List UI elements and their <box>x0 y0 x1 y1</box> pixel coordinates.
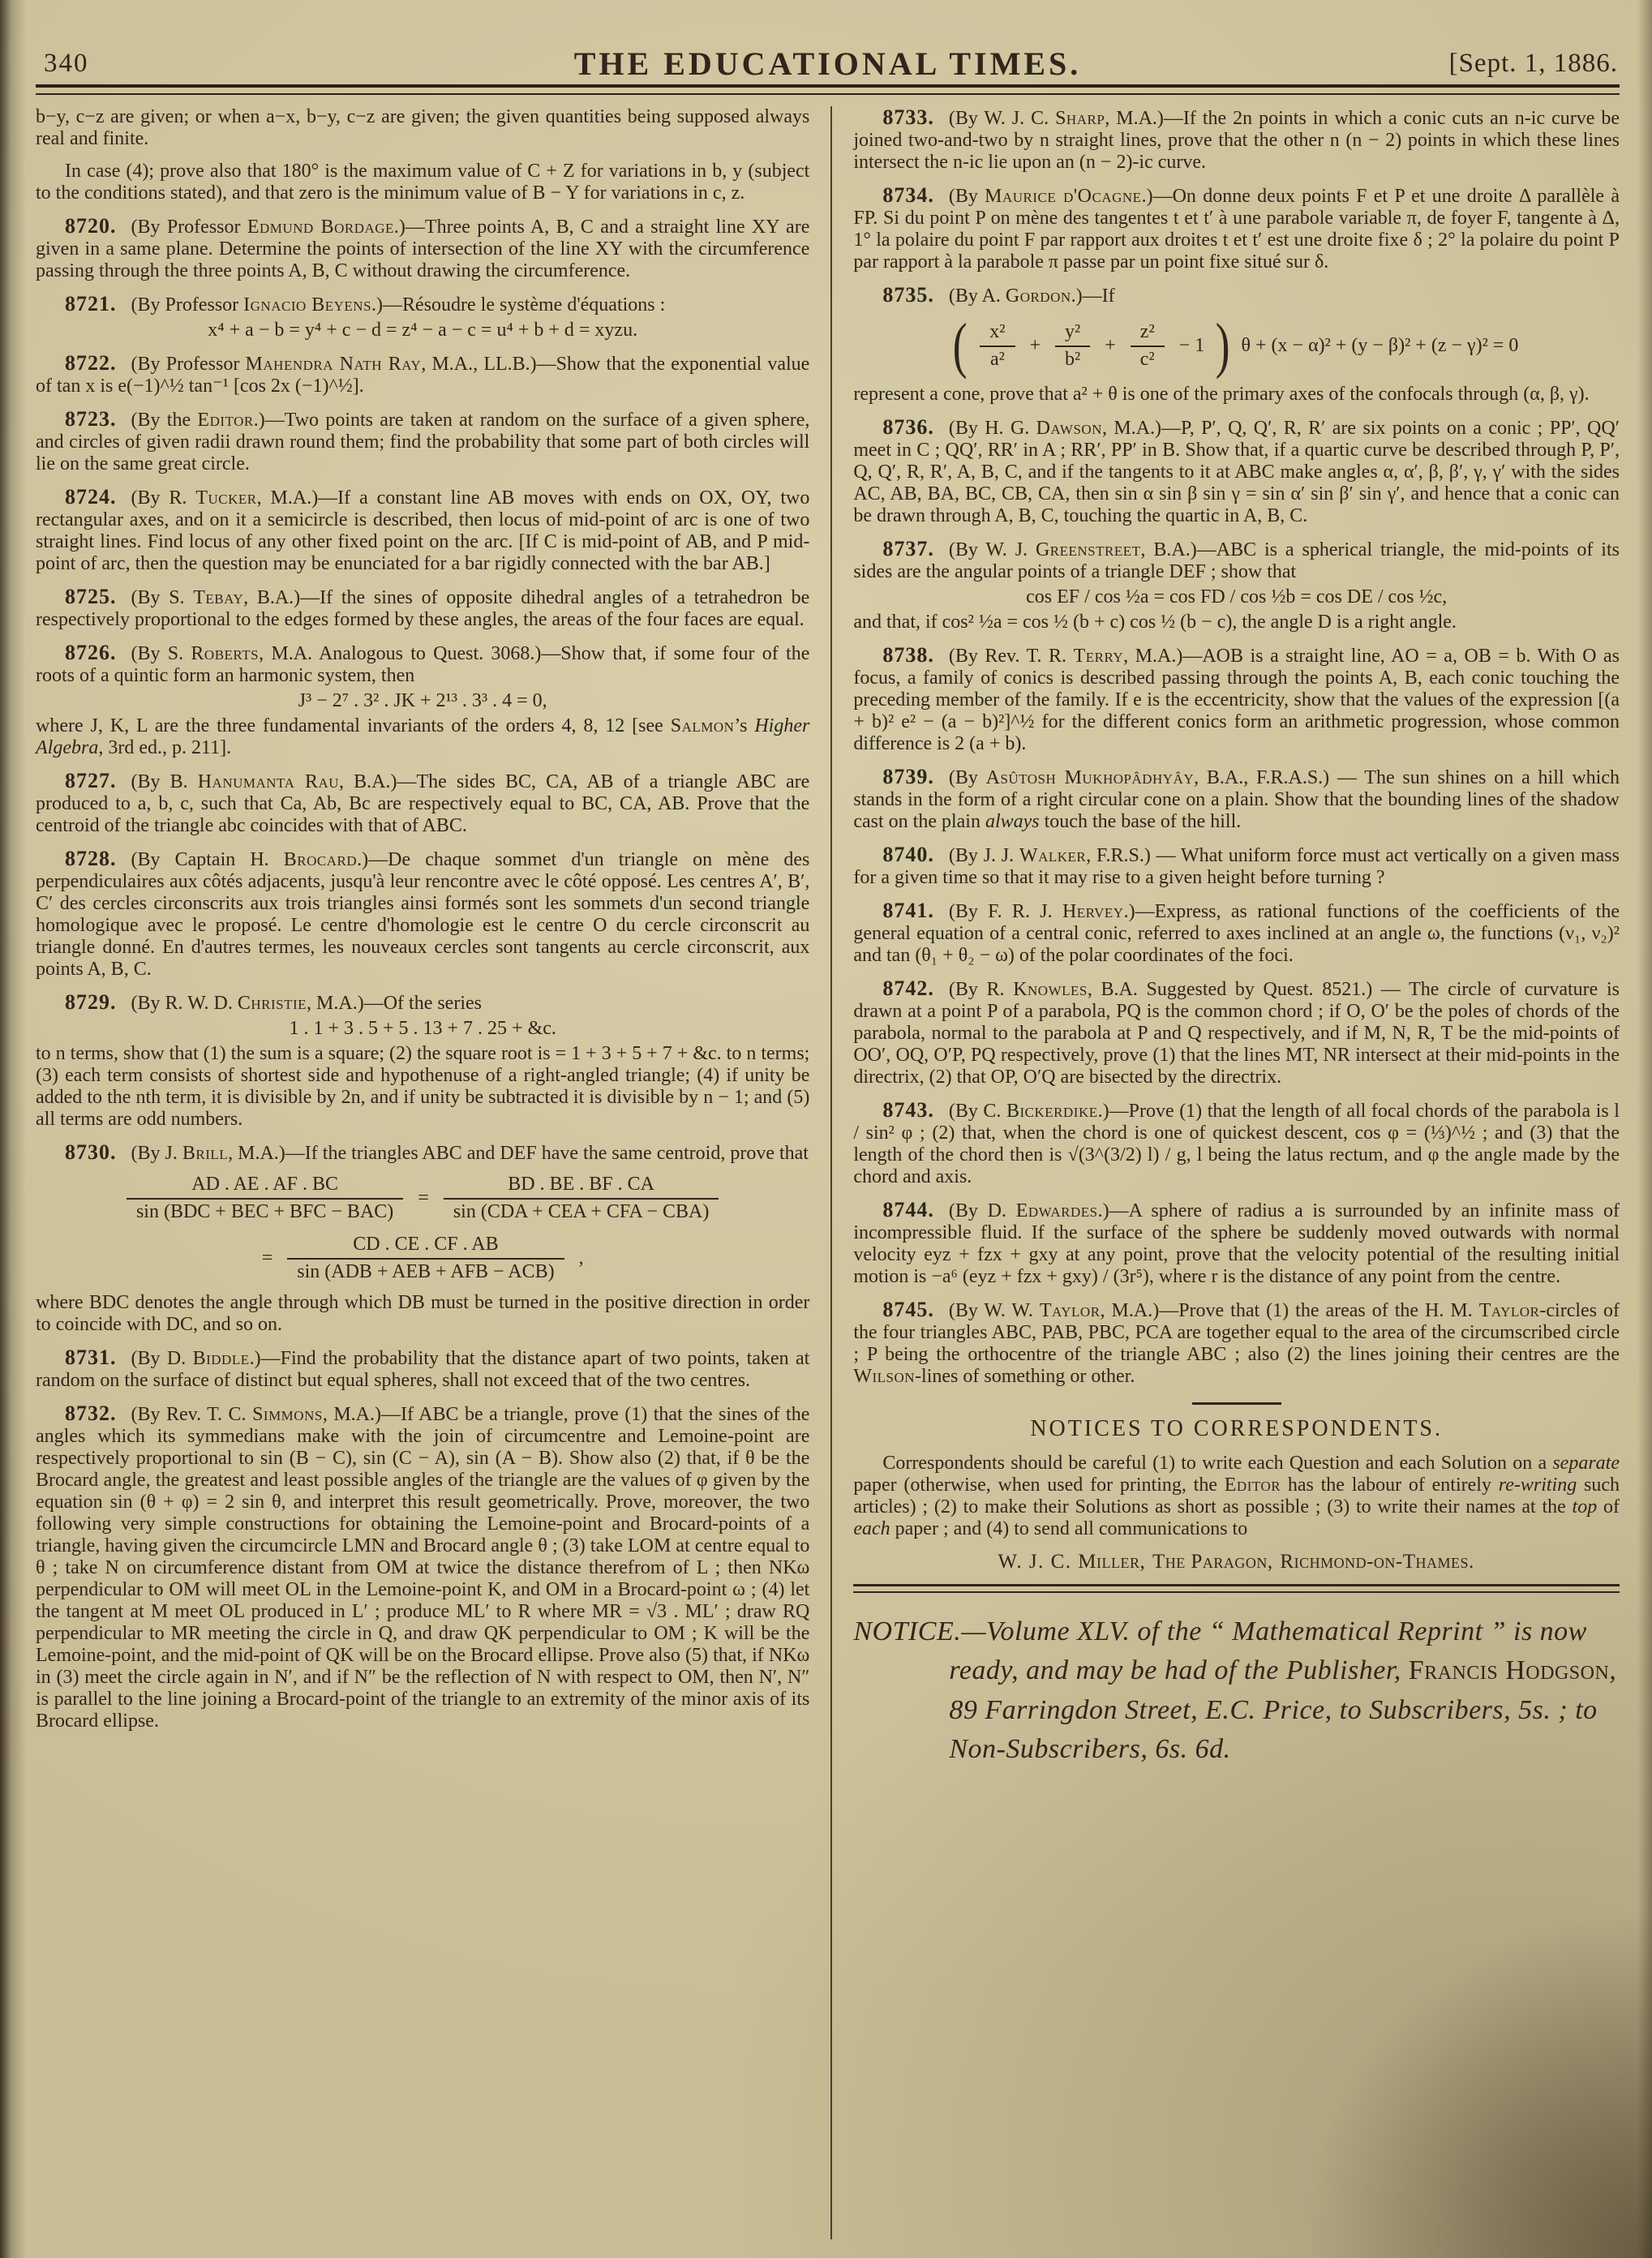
problem-number: 8724. <box>65 485 117 509</box>
problem-text: , <box>1139 1551 1152 1573</box>
problem-text: , F.R.S.) — What uniform force must act vertically on a given mass for a given time so that it may rise to a given height before turning ? <box>853 845 1620 888</box>
problem-text: , M.A.)—P, P′, Q, Q′, R, R′ are six points on a conic ; PP′, QQ′ meet in C ; QQ′, RR′ in A ; RR′, PP′ in B. Show that, if a quartic curve be described through P, P′, Q, Q′, R, R′, A, B, C, and if the tangents to it at ABC make angles α, α′, β, β′, γ, γ′ with the sides AC, AB, BA, BC, CB, CA, then sin α sin β sin γ = sin α′ sin β′ sin γ′, and hence that a conic can be drawn through A, B, C, touching the quartic in A, B, C. <box>853 418 1620 526</box>
inline-formula: 1 . 1 + 3 . 5 + 5 . 13 + 7 . 25 + &c. <box>289 1018 556 1039</box>
problem-text: , M.A.)—Prove that (1) the areas of the H. M. <box>1100 1300 1479 1321</box>
problem-text: to n terms, show that (1) the sum is a square; (2) the square root is = 1 + 3 + 5 + 7 + &c. to n terms; (3) each term consists of shortest side and hypothenuse of a right-angled triangle; (4) if unity be added to the nth term, it is divisible by 2n, and if unity be subtracted it is divisible by n − 1; and (5) all terms are odd numbers. <box>36 1043 810 1130</box>
problem-number: 8725. <box>65 585 117 608</box>
problem-text: , B.A.)—The sides BC, CA, AB of a triangle ABC are produced to a, b, c, such that Ca, Ab, Bc are respectively equal to BC, CA, AB. Prove that the centroid of the triangle abc coincides with that of ABC. <box>36 771 810 836</box>
problem-text: Higher Algebra <box>36 715 810 758</box>
problem-text: , <box>1267 1551 1281 1573</box>
operator: , <box>578 1247 584 1269</box>
problem-8741 <box>853 899 1620 967</box>
problem-text: of <box>1597 1496 1620 1517</box>
problem-text: ’s <box>734 715 755 736</box>
problem-number: 8739. <box>882 765 934 788</box>
problem-8744 <box>853 1199 1620 1288</box>
section-heading: NOTICES TO CORRESPONDENTS. <box>1030 1416 1444 1441</box>
denominator: a² <box>980 346 1015 371</box>
problem-text: Tucker <box>195 487 257 509</box>
numerator: y² <box>1065 320 1081 342</box>
problem-text: Biddle <box>192 1348 250 1369</box>
problem-text: Editor <box>1224 1475 1281 1496</box>
problem-number: 8735. <box>882 283 934 307</box>
problem-text: (By H. G. <box>948 418 1036 439</box>
fraction <box>980 321 1015 371</box>
journal-title: THE EDUCATIONAL TIMES. <box>573 45 1082 82</box>
fraction <box>1055 321 1090 371</box>
problem-number: 8737. <box>882 537 934 560</box>
operator: ) <box>1216 311 1230 380</box>
problem-8734 <box>853 184 1620 273</box>
problem-text: (By Rev. T. R. <box>948 646 1074 667</box>
problem-text: Tebay <box>193 587 244 608</box>
problem-text: . <box>1469 1551 1475 1573</box>
problem-text: The Paragon <box>1152 1551 1268 1573</box>
problem-number: 8745. <box>882 1298 934 1321</box>
problem-text: (By W. J. C. <box>948 108 1056 129</box>
problem-text: (By J. <box>131 1143 182 1164</box>
problem-number: 8736. <box>882 415 934 439</box>
problem-text: (By <box>948 767 986 788</box>
problem-number: 8729. <box>65 990 117 1014</box>
problem-text: (By B. <box>131 771 198 792</box>
denominator: sin (CDA + CEA + CFA − CBA) <box>444 1198 719 1223</box>
problem-text: , M.A.)—If a constant line AB moves with ends on OX, OY, two rectangular axes, and on it a semicircle is described, then locus of mid-point of arc is one of two straight lines. Find locus of any other fixed point on the arc. [If C is mid-point of AB, and P mid-point of arc, then the question may be enunciated for a bar rigidly connected with the bar AB.] <box>36 487 810 574</box>
problem-text: , M.A.)—AOB is a straight line, AO = a, OB = b. With O as focus, a family of conics is described passing through the points A, B, each conic touching the preceding member of the family. If e is the eccentricity, show that the values of the expression [(a + b)² e² − (a − b)²]^½ for the different conics form an arithmetic progression, whose common difference is 2 (a + b). <box>853 646 1620 754</box>
problem-text: , M.A.)—If the triangles ABC and DEF have the same centroid, prove that <box>228 1143 809 1164</box>
problem-text: (By S. <box>131 587 194 608</box>
problem-8722 <box>36 352 809 397</box>
problem-text: , 3rd ed., p. 211]. <box>98 737 232 758</box>
problem-8735 <box>853 284 1620 406</box>
problem-text: represent a cone, prove that a² + θ is one of the primary axes of the confocals through (α, β, γ). <box>853 384 1590 405</box>
denominator: sin (BDC + BEC + BFC − BAC) <box>127 1198 403 1223</box>
issue-date: [Sept. 1, 1886. <box>1448 49 1618 78</box>
fraction-formula <box>853 311 1620 380</box>
inline-formula: cos EF / cos ½a = cos FD / cos ½b = cos DE / cos ½c, <box>1026 586 1448 607</box>
problem-number: 8744. <box>882 1198 934 1221</box>
problem-text: Correspondents should be careful (1) to write each Question and each Solution on a <box>882 1453 1553 1474</box>
problem-text: (By the <box>131 410 198 431</box>
problem-text: Dawson <box>1036 418 1102 439</box>
problem-text: (By D. <box>131 1348 193 1369</box>
problem-8723 <box>36 408 809 475</box>
operator: = <box>418 1187 429 1208</box>
problem-8720 <box>36 215 809 282</box>
double-rule <box>853 1584 1620 1593</box>
problem-8737 <box>853 538 1620 633</box>
problem-text: Brill <box>182 1143 229 1164</box>
numerator: AD . AE . AF . BC <box>191 1174 338 1195</box>
problem-text: Taylor <box>1039 1300 1101 1321</box>
problem-text: (By Captain H. <box>131 849 284 870</box>
inline-formula: x⁴ + a − b = y⁴ + c − d = z⁴ − a − c = u⁴ + b + d = xyzu. <box>208 320 638 341</box>
problem-8727 <box>36 770 809 837</box>
problem-8729 <box>36 991 809 1131</box>
problem-text: Simmons <box>252 1404 323 1425</box>
problem-8724 <box>36 486 809 575</box>
problem-text: In case (4); prove also that 180° is the maximum value of C + Z for variations in b, y (subject to the conditions stated), and that zero is the minimum value of B − Y for variations in c, z. <box>36 161 810 204</box>
problem-text: , B.A.)—ABC is a spherical triangle, the mid-points of its sides are the angular points of a triangle DEF ; show that <box>853 539 1620 582</box>
problem-text: Edmund Bordage <box>247 217 394 238</box>
problem-text: .)—On donne deux points F et P et une droite Δ parallèle à FP. Si du point P on mène des tangentes t et t′ à une parabole variable π, de foyer F, tangente à Δ, 1° la polaire du point F par rapport aux droites t et t′ est une droite fixe δ ; 2° la polaire du point P par rapport à la parabole π passe par un point fixe situé sur δ. <box>853 186 1620 273</box>
left-column <box>36 106 832 2239</box>
problem-text: paper (otherwise, when used for printing, the <box>853 1475 1225 1496</box>
right-column <box>832 106 1620 2239</box>
problem-text: Brocard <box>283 849 358 870</box>
operator: ( <box>952 311 968 380</box>
denominator: b² <box>1055 346 1090 371</box>
problem-8731 <box>36 1346 809 1392</box>
operator: θ + (x − α)² + (y − β)² + (z − γ)² = 0 <box>1241 334 1519 356</box>
problem-text: Hanumanta Rau <box>197 771 340 792</box>
problem-number: 8734. <box>882 183 934 207</box>
problem-8736 <box>853 416 1620 527</box>
problem-number: 8728. <box>65 847 117 870</box>
problem-text: (By D. <box>948 1200 1016 1221</box>
fraction <box>444 1174 719 1223</box>
problem-8721 <box>36 293 809 341</box>
problem-text: Miller <box>1078 1551 1140 1573</box>
problem-text: Maurice d'Ocagne <box>985 186 1142 207</box>
problem-text: Francis Hodgson <box>1408 1655 1610 1686</box>
problem-text: re-writing <box>1498 1475 1577 1496</box>
problem-number: 8733. <box>882 105 934 129</box>
problem-number: 8732. <box>65 1402 117 1425</box>
problem-text: always <box>985 811 1040 832</box>
operator: − 1 <box>1178 334 1205 356</box>
problem-text: , B.A. Suggested by Quest. 8521.) — The circle of curvature is drawn at a point P of a parabola, PQ is the common chord ; if O, O′ be the poles of chords of the parabola, normal to the parabola at P and Q respectively, and if M, N, R, T be the mid-points of OO′, OQ, O′P, PQ respectively, prove (1) that the lines MT, NR intersect at their mid-points in the directrix, (2) that OP, O′Q are bisected by the directrix. <box>853 979 1620 1088</box>
problem-text: Knowles <box>1013 979 1088 1000</box>
problem-text: (By Rev. T. C. <box>131 1404 253 1425</box>
problem-text: (By R. <box>131 487 196 509</box>
problem-number: 8721. <box>65 292 117 316</box>
problem-8742 <box>853 977 1620 1088</box>
problem-text: -circles of the four triangles ABC, PAB, PBC, PCA are together equal to the area of the circumscribed circle ; P being the orthocentre of the triangle ABC ; also (2) the lines joining their centres are the <box>853 1300 1620 1365</box>
numerator: z² <box>1139 320 1155 342</box>
problem-text: has the labour of entirely <box>1281 1475 1499 1496</box>
fraction <box>127 1174 403 1223</box>
problem-number: 8722. <box>65 351 117 375</box>
problem-text: , B.A., F.R.A.S.) — The sun shines on a hill which stands in the form of a right circular cone on a plain. Show that the bounding lines of the shadow cast on the plain <box>853 767 1620 832</box>
problem-text: (By W. W. <box>948 1300 1040 1321</box>
problem-text: paper ; and (4) to send all communications to <box>890 1518 1248 1539</box>
problem-8730 <box>36 1141 809 1336</box>
problem-text: Sharp <box>1055 108 1105 129</box>
numerator: x² <box>989 320 1006 342</box>
problem-text: Edwardes <box>1015 1200 1098 1221</box>
problem-text: , B.A.)—If the sines of opposite dihedral angles of a tetrahedron be respectively proportional to the edges formed by these angles, the areas of the four faces are equal. <box>36 587 810 630</box>
problem-text: Editor <box>197 410 254 431</box>
problem-8732 <box>36 1402 809 1732</box>
problem-number: 8723. <box>65 407 117 431</box>
problem-text: Gordon <box>1005 285 1071 307</box>
problem-text: .)—De chaque sommet d'un triangle on mène des perpendiculaires aux côtés adjacents, jusqu'à leur rencontre avec le côté opposé. Les centres A′, B′, C′ des cercles circonscrits aux trois triangles ainsi formés sont les sommets d'un second triangle homologique avec le proposé. Le centre d'homologie est le centre O du cercle circonscrit au triangle donné. En d'autres termes, les nouveaux cercles sont tangents au cercle circonscrit, aux points A, B, C. <box>36 849 810 980</box>
operator: + <box>1029 334 1041 356</box>
header-double-rule <box>36 84 1620 95</box>
problem-text: .)—Three points A, B, C and a straight line XY are given in a same plane. Determine the points of intersection of the line XY with the circumference passing through the three points A, B, C without drawing the circumference. <box>36 217 810 281</box>
problem-text: Walker <box>1019 845 1087 866</box>
problem-text: Bickerdike <box>1006 1101 1098 1122</box>
separator-rule <box>1192 1402 1281 1405</box>
problem-text: b−y, c−z are given; or when a−x, b−y, c−z are given; the given quantities being supposed always real and finite. <box>36 106 810 149</box>
operator: + <box>1105 334 1116 356</box>
problem-text: .)—Find the probability that the distance apart of two points, taken at random on the surface of distinct but equal spheres, shall not exceed that of the two centres. <box>36 1348 810 1391</box>
problem-text: (By Professor <box>131 217 247 238</box>
fraction <box>287 1234 564 1283</box>
problem-8726 <box>36 642 809 759</box>
problem-text: , M.A.)—Of the series <box>307 993 482 1014</box>
problem-text: Christie <box>237 993 307 1014</box>
problem-text: .)—Express, as rational functions of the coefficients of the general equation of a central conic, referred to axes inclined at an angle ω, the functions (ν₁, ν₂)² and tan (θ₁ + θ₂ − ω) of the polar coordinates of the foci. <box>853 901 1620 966</box>
problem-8739 <box>853 766 1620 833</box>
problem-text: , 89 Farringdon Street, E.C. Price, to Subscribers, 5s. ; to Non-Subscribers, 6s. 6d. <box>949 1655 1617 1764</box>
problem-text: .)—Prove (1) that the length of all focal chords of the parabola is l / sin² φ ; (2) that, when the chord is one of quickest descent, cos φ = (⅓)^½ ; and (3) that the length of the chord then is √(3^(3/2) l) / g, l being the latus rectum, and φ the angle made by the chord and axis. <box>853 1101 1620 1187</box>
problem-text: (By Professor <box>131 294 244 316</box>
problem-number: 8742. <box>882 977 934 1000</box>
problem-text: such articles) ; (2) to make their Solutions as short as possible ; (3) to write their names at the <box>853 1475 1620 1517</box>
problem-text: separate <box>1552 1453 1620 1474</box>
problem-text: .)—Résoudre le système d'équations : <box>371 294 666 316</box>
problem-8728 <box>36 848 809 981</box>
footer-notice <box>853 1612 1620 1769</box>
problem-text: , M.A. Analogous to Quest. 3068.)—Show that, if some four of the roots of a quintic form an harmonic system, then <box>36 643 810 686</box>
problem-8745 <box>853 1299 1620 1388</box>
numerator: CD . CE . CF . AB <box>353 1234 499 1255</box>
problem-text: -lines of something or other. <box>915 1366 1135 1387</box>
problem-number: 8720. <box>65 214 117 238</box>
problem-text: touch the base of the hill. <box>1039 811 1242 832</box>
problem-number: 8727. <box>65 769 117 792</box>
problem-text: , M.A.)—If the 2n points in which a conic cuts an n-ic curve be joined two-and-two by n straight lines, prove that the other n (n − 2) points in which these lines intersect the n-ic lie upon an (n − 2)-ic curve. <box>853 108 1620 173</box>
address <box>853 1551 1620 1573</box>
problem-text: (By Professor <box>131 354 246 375</box>
problem-text: (By F. R. J. <box>948 901 1062 922</box>
problem-text: (By C. <box>948 1101 1007 1122</box>
problem-8743 <box>853 1099 1620 1188</box>
problem-text: Hervey <box>1062 901 1124 922</box>
problem-number: 8741. <box>882 899 934 922</box>
problem-text: each <box>853 1518 890 1539</box>
fraction-formula <box>36 1232 809 1285</box>
problem-8725 <box>36 586 809 631</box>
two-column-body <box>36 106 1620 2239</box>
problem-text: Asûtosh Mukhopâdhyây <box>985 767 1195 788</box>
problem-text: .)—If <box>1071 285 1115 307</box>
problem-8740 <box>853 844 1620 889</box>
problem-text: Wilson <box>853 1366 916 1387</box>
problem-number: 8731. <box>65 1346 117 1369</box>
problem-text: top <box>1572 1496 1598 1517</box>
problem-number: 8726. <box>65 641 117 664</box>
problem-text: (By A. <box>948 285 1006 307</box>
denominator: sin (ADB + AEB + AFB − ACB) <box>287 1258 564 1283</box>
problem-8738 <box>853 644 1620 755</box>
problem-text: (By R. W. D. <box>131 993 238 1014</box>
problem-8733 <box>853 106 1620 174</box>
numerator: BD . BE . BF . CA <box>508 1174 654 1195</box>
problem-text: Mahendra Nath Ray <box>245 354 422 375</box>
problem-text: where BDC denotes the angle through which DB must be turned in the positive direction in order to coincide with DC, and so on. <box>36 1292 810 1335</box>
fraction <box>1131 321 1165 371</box>
problem-text: (By W. J. <box>948 539 1036 560</box>
problem-text: Salmon <box>670 715 735 736</box>
no-indent <box>36 106 809 150</box>
problem-text: .)—A sphere of radius a is surrounded by an infinite mass of incompressible fluid. If the surface of the sphere be suddenly moved outwards with normal velocity eyz + fzx + gxy at any point, prove that the velocity potential of the resulting initial motion is −a⁶ (eyz + fzx + gxy) / (3r⁵), where r is the distance of any point from the centre. <box>853 1200 1620 1287</box>
problem-text: (By <box>948 186 985 207</box>
problem-text: where J, K, L are the three fundamental invariants of the orders 4, 8, 12 [see <box>36 715 671 736</box>
denominator: c² <box>1131 346 1165 371</box>
problem-number: 8730. <box>65 1140 117 1164</box>
problem-number: 8738. <box>882 643 934 667</box>
problem-number: 8740. <box>882 843 934 866</box>
problem-text: Terry <box>1073 646 1124 667</box>
problem-text: , M.A.)—If ABC be a triangle, prove (1) that the sines of the angles which its symmedians make with the join of circumcentre and Lemoine-point are respectively proportional to sin (B − C), sin (C − A), sin (A − B). Show also (2) that, if θ be the Brocard angle, the greatest and least possible angles of the triangle are the values of φ given by the equation sin (θ + φ) = 2 sin θ, and interpret this result geometrically. Prove, moreover, the two following very simple constructions for obtaining the Lemoine-point and Brocard-points of a triangle, having given the circumcircle LMN and Brocard angle θ ; (3) take LOM at centre equal to θ ; take N on circumference distant from OM at twice the distance therefrom of L ; then NKω perpendicular to OM will meet OL in the Lemoine-point K, and OM in a Brocard-point ω ; (4) let the tangent at M meet OL produced in L′ ; produce ML′ to R where MR = √3 . ML′ ; draw RQ perpendicular to MR meeting the circle in Q, and draw QK perpendicular to OM ; K will be the Lemoine-point, and the mid-point of QK will be on the Brocard ellipse. Prove also (5) that, if NKω in (3) meet the circle again in N′, and if N″ be the reflection of N with respect to OM, then N′, N″ is parallel to the line joining a Brocard-point of the triangle to an extremity of the minor axis of its Brocard ellipse. <box>36 1404 810 1732</box>
problem-text: and that, if cos² ½a = cos ½ (b + c) cos ½ (b − c), the angle D is a right angle. <box>853 612 1457 633</box>
problem-text: Roberts <box>191 643 260 664</box>
problem-text: (By J. J. <box>948 845 1019 866</box>
problem-text: Taylor <box>1478 1300 1540 1321</box>
problem-text: NOTICE.—Volume XLV. of the “ Mathematical Reprint ” is now ready, and may be had of the Publisher, <box>853 1616 1587 1686</box>
problem-text: .)—Two points are taken at random on the surface of a given sphere, and circles of given radii drawn round them; find the probability that some part of both circles will lie on the same great circle. <box>36 410 810 474</box>
problem-number: 8743. <box>882 1098 934 1122</box>
fraction-formula <box>36 1172 809 1225</box>
problem-text: W. J. C. <box>998 1551 1079 1573</box>
notice-body <box>853 1453 1620 1540</box>
page-number: 340 <box>44 49 89 78</box>
problem-text: , M.A., LL.B.)—Show that the exponential value of tan x is e(−1)^½ tan⁻¹ [cos 2x (−1)^½]. <box>36 354 810 397</box>
page-header <box>36 28 1620 82</box>
problem-text: Ignacio Beyens <box>243 294 372 316</box>
inline-formula: J³ − 2⁷ . 3² . JK + 2¹³ . 3³ . 4 = 0, <box>298 690 547 711</box>
paragraph <box>36 161 809 204</box>
problem-text: (By R. <box>948 979 1014 1000</box>
problem-text: (By S. <box>131 643 191 664</box>
problem-text: Greenstreet <box>1035 539 1141 560</box>
problem-text: Richmond-on-Thames <box>1280 1551 1470 1573</box>
operator: = <box>261 1247 273 1269</box>
